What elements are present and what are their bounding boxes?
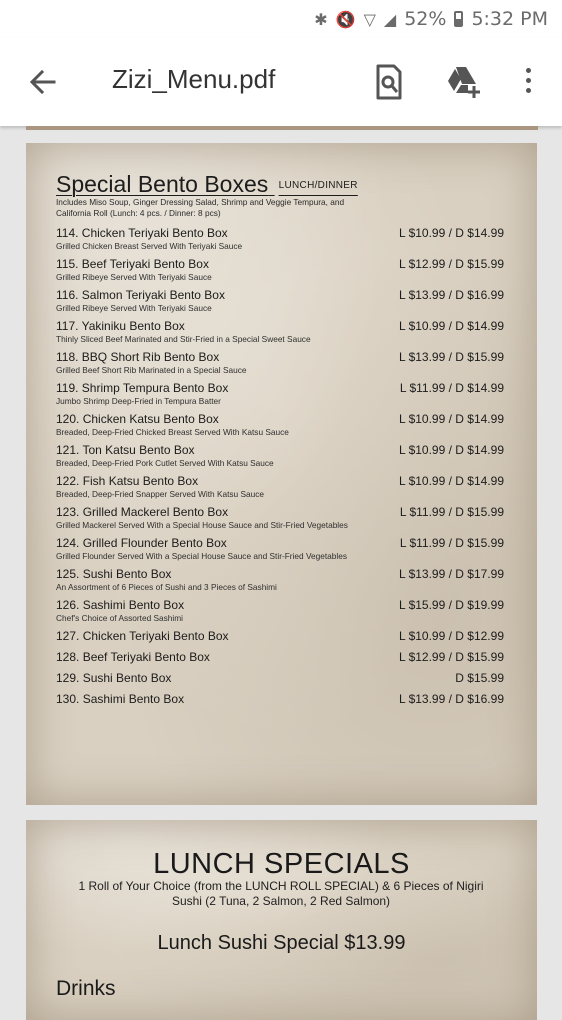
menu-item — [56, 412, 504, 438]
menu-item-description: Chef's Choice of Assorted Sashimi — [56, 613, 184, 623]
menu-item-description: Grilled Mackerel Served With a Special House Sauce and Stir-Fried Vegetables — [56, 520, 348, 530]
menu-item — [56, 319, 504, 345]
menu-item — [56, 257, 504, 283]
menu-item-description: Breaded, Deep-Fried Pork Cutlet Served With Katsu Sauce — [56, 458, 274, 468]
pdf-page-lunch — [26, 820, 537, 1020]
pdf-page-bento — [26, 143, 537, 805]
back-arrow-icon — [24, 64, 64, 100]
menu-item — [56, 381, 504, 407]
clock: 5:32 PM — [471, 8, 548, 30]
menu-item-name: 130. Sashimi Bento Box — [56, 692, 185, 706]
more-vert-icon — [516, 68, 540, 93]
find-in-page-icon — [372, 62, 406, 102]
menu-item — [56, 505, 504, 531]
status-bar — [0, 0, 562, 38]
mute-icon: 🔇 — [335, 9, 356, 29]
menu-item-price: L $10.99 / D $14.99 — [399, 443, 504, 457]
section-subtitle: LUNCH/DINNER — [278, 180, 358, 192]
menu-item-name: 128. Beef Teriyaki Bento Box — [56, 650, 210, 664]
menu-item-name: 125. Sushi Bento Box — [56, 567, 172, 581]
menu-item-price: L $10.99 / D $14.99 — [399, 226, 504, 240]
menu-item-name: 119. Shrimp Tempura Bento Box — [56, 381, 229, 395]
menu-item-name: 116. Salmon Teriyaki Bento Box — [56, 288, 225, 302]
previous-page-edge — [26, 126, 538, 130]
menu-item — [56, 350, 504, 376]
section-title-text: Special Bento Boxes — [56, 171, 269, 197]
document-title: Zizi_Menu.pdf — [112, 64, 276, 94]
menu-item-price: L $12.99 / D $15.99 — [399, 650, 504, 664]
battery-percent: 52% — [404, 8, 447, 30]
menu-item-price: L $11.99 / D $15.99 — [399, 505, 504, 519]
menu-item-price: L $10.99 / D $14.99 — [399, 474, 504, 488]
menu-item-name: 123. Grilled Mackerel Bento Box — [56, 505, 229, 519]
menu-item-price: L $11.99 / D $15.99 — [399, 536, 504, 550]
lunch-sushi-special: Lunch Sushi Special $13.99 — [157, 932, 406, 954]
menu-item-list — [56, 226, 504, 713]
menu-item-price: L $13.99 / D $17.99 — [399, 567, 504, 581]
menu-item — [56, 671, 504, 686]
add-to-drive-button[interactable] — [444, 64, 482, 100]
menu-item-price: D $15.99 — [455, 671, 504, 685]
menu-item-name: 126. Sashimi Bento Box — [56, 598, 185, 612]
bluetooth-icon: ✱ — [314, 9, 328, 29]
find-in-document-button[interactable] — [372, 62, 406, 102]
menu-item-description: Breaded, Deep-Fried Chicked Breast Served With Katsu Sauce — [56, 427, 289, 437]
menu-item-name: 124. Grilled Flounder Bento Box — [56, 536, 227, 550]
menu-item-price: L $13.99 / D $16.99 — [399, 692, 504, 706]
menu-item-description: Grilled Chicken Breast Served With Teriyaki Sauce — [56, 241, 243, 251]
menu-item — [56, 474, 504, 500]
menu-item-description: Thinly Sliced Beef Marinated and Stir-Fried in a Special Sweet Sauce — [56, 334, 311, 344]
menu-item-name: 118. BBQ Short Rib Bento Box — [56, 350, 220, 364]
drinks-heading: Drinks — [56, 977, 116, 1000]
back-button[interactable] — [24, 64, 64, 100]
menu-item-price: L $13.99 / D $15.99 — [399, 350, 504, 364]
section-intro: Includes Miso Soup, Ginger Dressing Salad, Shrimp and Veggie Tempura, and California Roll (Lunch: 4 pcs. / Dinner: 8 pcs) — [56, 197, 345, 218]
app-bar — [0, 38, 562, 126]
menu-item-price: L $11.99 / D $14.99 — [399, 381, 504, 395]
menu-item — [56, 567, 504, 593]
menu-item-name: 115. Beef Teriyaki Bento Box — [56, 257, 209, 271]
lunch-specials-description: 1 Roll of Your Choice (from the LUNCH ROLL SPECIAL) & 6 Pieces of Nigiri Sushi (2 Tuna, 2 Salmon, 2 Red Salmon) — [78, 879, 484, 908]
menu-item — [56, 443, 504, 469]
menu-item — [56, 692, 504, 707]
menu-item-name: 120. Chicken Katsu Bento Box — [56, 412, 219, 426]
menu-item — [56, 226, 504, 252]
menu-item-name: 129. Sushi Bento Box — [56, 671, 172, 685]
menu-item-description: Grilled Ribeye Served With Teriyaki Sauce — [56, 272, 212, 282]
lunch-specials-title: LUNCH SPECIALS — [153, 848, 410, 880]
menu-item — [56, 629, 504, 644]
menu-item-name: 121. Ton Katsu Bento Box — [56, 443, 195, 457]
menu-item-description: Breaded, Deep-Fried Snapper Served With Katsu Sauce — [56, 489, 264, 499]
section-title — [56, 171, 358, 198]
menu-item-price: L $13.99 / D $16.99 — [399, 288, 504, 302]
signal-icon: ◢ — [383, 9, 397, 29]
battery-icon — [454, 11, 463, 27]
menu-item-price: L $10.99 / D $12.99 — [399, 629, 504, 643]
menu-item-description: Jumbo Shrimp Deep-Fried in Tempura Batter — [56, 396, 221, 406]
add-to-drive-icon — [444, 64, 482, 100]
menu-item-price: L $15.99 / D $19.99 — [399, 598, 504, 612]
menu-item-description: An Assortment of 6 Pieces of Sushi and 3 Pieces of Sashimi — [56, 582, 277, 592]
menu-item-name: 127. Chicken Teriyaki Bento Box — [56, 629, 229, 643]
menu-item-name: 122. Fish Katsu Bento Box — [56, 474, 199, 488]
menu-item-name: 114. Chicken Teriyaki Bento Box — [56, 226, 228, 240]
menu-item — [56, 536, 504, 562]
more-options-button[interactable] — [516, 64, 540, 100]
menu-item-price: L $10.99 / D $14.99 — [399, 412, 504, 426]
menu-item — [56, 288, 504, 314]
menu-item-description: Grilled Ribeye Served With Teriyaki Sauce — [56, 303, 212, 313]
menu-item-description: Grilled Beef Short Rib Marinated in a Special Sauce — [56, 365, 247, 375]
menu-item-price: L $12.99 / D $15.99 — [399, 257, 504, 271]
menu-item-description: Grilled Flounder Served With a Special House Sauce and Stir-Fried Vegetables — [56, 551, 348, 561]
menu-item — [56, 598, 504, 624]
wifi-icon: ▽ — [363, 9, 376, 29]
menu-item-name: 117. Yakiniku Bento Box — [56, 319, 185, 333]
menu-item — [56, 650, 504, 665]
menu-item-price: L $10.99 / D $14.99 — [399, 319, 504, 333]
